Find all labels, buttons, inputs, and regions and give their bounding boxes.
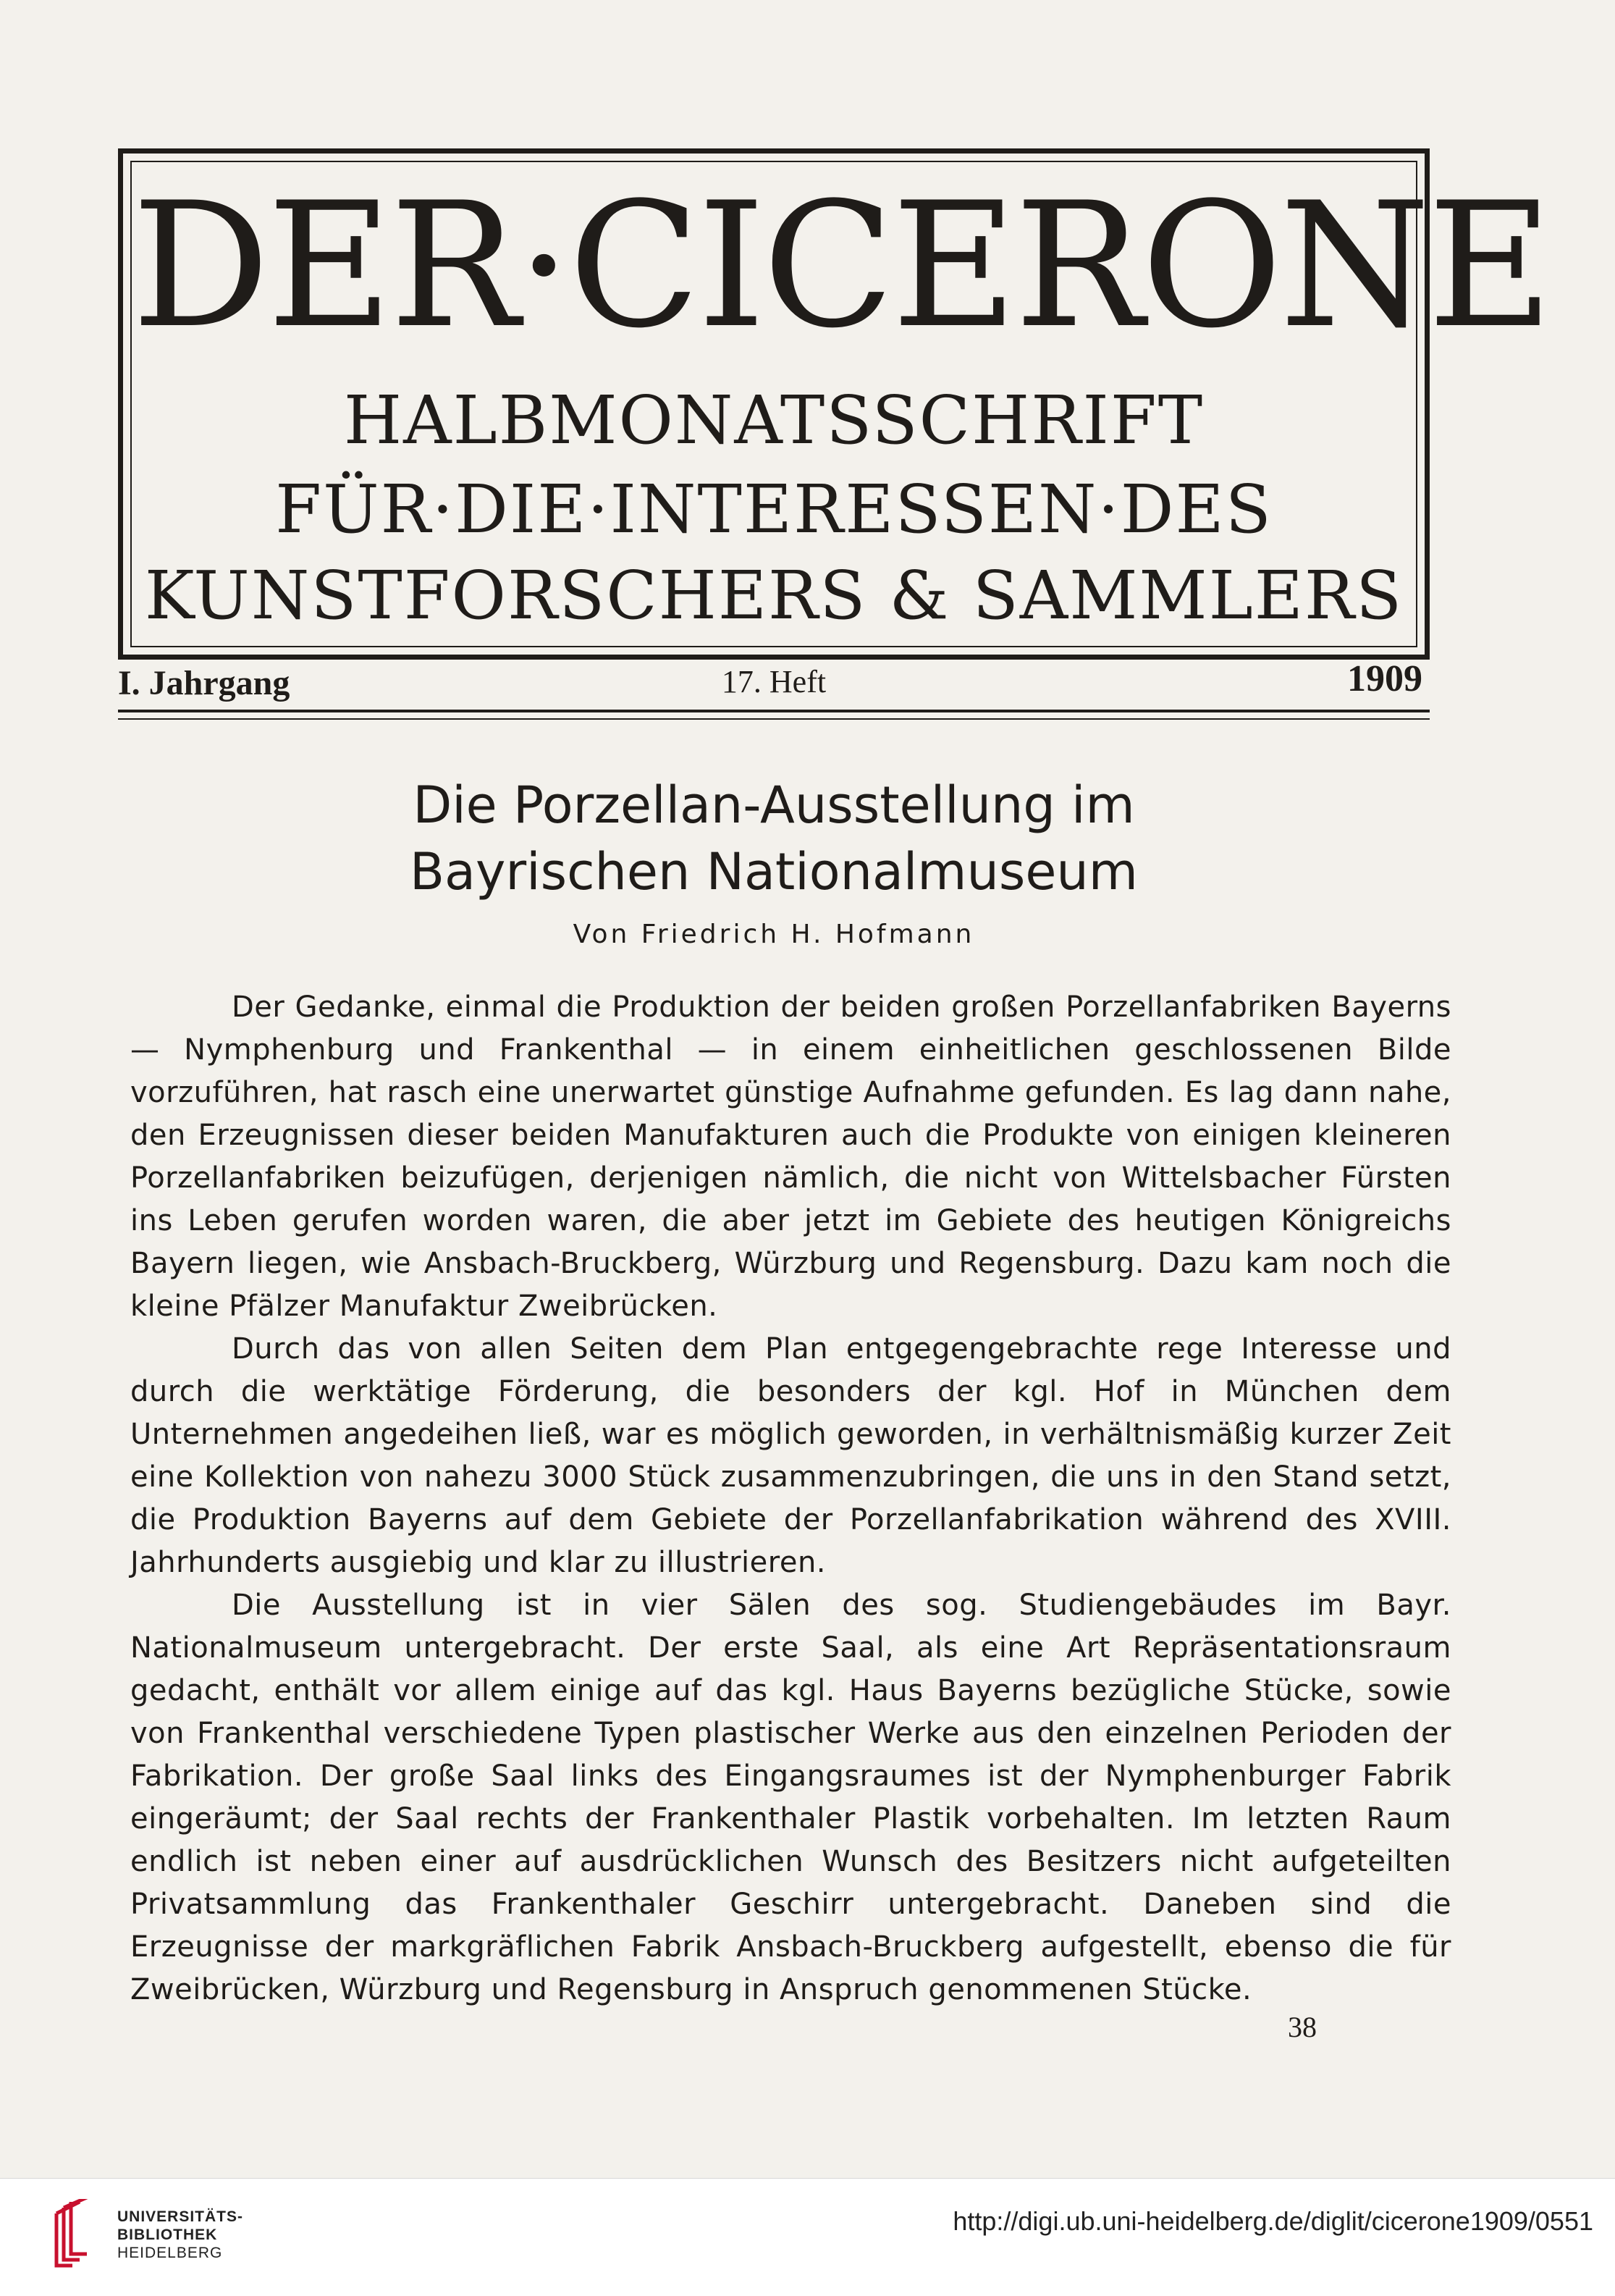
article-byline: Von Friedrich H. Hofmann [573,920,975,949]
issue-info [118,657,1430,710]
page-number: 38 [1288,2011,1317,2043]
source-url-link[interactable]: http://digi.ub.uni-heidelberg.de/diglit/cicerone1909/0551 [953,2206,1593,2236]
journal-subtitle-line2: FÜR·DIE·INTERESSEN·DES [275,471,1273,548]
masthead-inner-frame [130,161,1551,647]
library-name-line3: HEIDELBERG [117,2245,223,2261]
article-title-line2: Bayrischen Nationalmuseum [410,842,1138,901]
masthead [118,148,1551,660]
volume-label: I. Jahrgang [118,664,290,702]
issue-year: 1909 [1347,658,1422,699]
journal-title: DER·CICERONE [132,166,1551,366]
paragraph: Der Gedanke, einmal die Produktion der beiden großen Porzellanfabriken Bayerns — Nymphenburg und Frankenthal — in einem einheitlichen geschlossenen Bilde vorzuführen, hat rasch eine unerwartet günstige Aufnahme gefunden. Es lag dann nahe, den Erzeugnissen dieser beiden Manufakturen auch die Produkte von einigen kleineren Porzellanfabriken beizufügen, derjenigen nämlich, die nicht von Wittelsbacher Fürsten ins Leben gerufen worden waren, die aber jetzt im Gebiete des heutigen Königreichs Bayern liegen, wie Ansbach-Bruckberg, Würzburg und Regensburg. Dazu kam noch die kleine Pfälzer Manufaktur Zweibrücken. [130,991,1451,1323]
footer-bar [0,2178,1615,2296]
journal-subtitle-line1: HALBMONATSSCHRIFT [343,382,1205,459]
library-name-line2: BIBLIOTHEK [117,2226,218,2243]
library-name-line1: UNIVERSITÄTS- [117,2208,244,2225]
article-title-line1: Die Porzellan-Ausstellung im [413,775,1135,835]
paragraph: Durch das von allen Seiten dem Plan entgegengebrachte rege Interesse und durch die werktätige Förderung, die besonders der kgl. Hof in München dem Unternehmen angedeihen ließ, war es möglich geworden, in verhältnismäßig kurzer Zeit eine Kollektion von nahezu 3000 Stück zusammenzubringen, die uns in den Stand setzt, die Produktion Bayerns auf dem Gebiete der Porzellanfabrikation während des XVIII. Jahrhunderts ausgiebig und klar zu illustrieren. [130,1332,1451,1579]
article-body [130,986,1451,2011]
library-name [117,2208,243,2262]
library-logo-icon[interactable] [51,2199,101,2271]
journal-subtitle-line3: KUNSTFORSCHERS & SAMMLERS [144,557,1404,634]
issue-number: 17. Heft [721,664,827,699]
divider-rule [118,710,1430,712]
divider-rule-thin [118,718,1430,720]
paragraph: Die Ausstellung ist in vier Sälen des sog. Studiengebäudes im Bayr. Nationalmuseum untergebracht. Der erste Saal, als eine Art Repräsentationsraum gedacht, enthält vor allem einige auf das kgl. Haus Bayerns bezügliche Stücke, sowie von Frankenthal verschiedene Typen plastischer Werke aus den einzelnen Perioden der Fabrikation. Der große Saal links des Eingangsraumes ist der Nymphenburger Fabrik eingeräumt; der Saal rechts der Frankenthaler Plastik vorbehalten. Im letzten Raum endlich ist neben einer auf ausdrücklichen Wunsch des Besitzers nicht aufgeteilten Privatsammlung das Frankenthaler Geschirr untergebracht. Daneben sind die Erzeugnisse der markgräflichen Fabrik Ansbach-Bruckberg aufgestellt, ebenso die für Zweibrücken, Würzburg und Regensburg in Anspruch genommenen Stücke. [130,1589,1451,2006]
